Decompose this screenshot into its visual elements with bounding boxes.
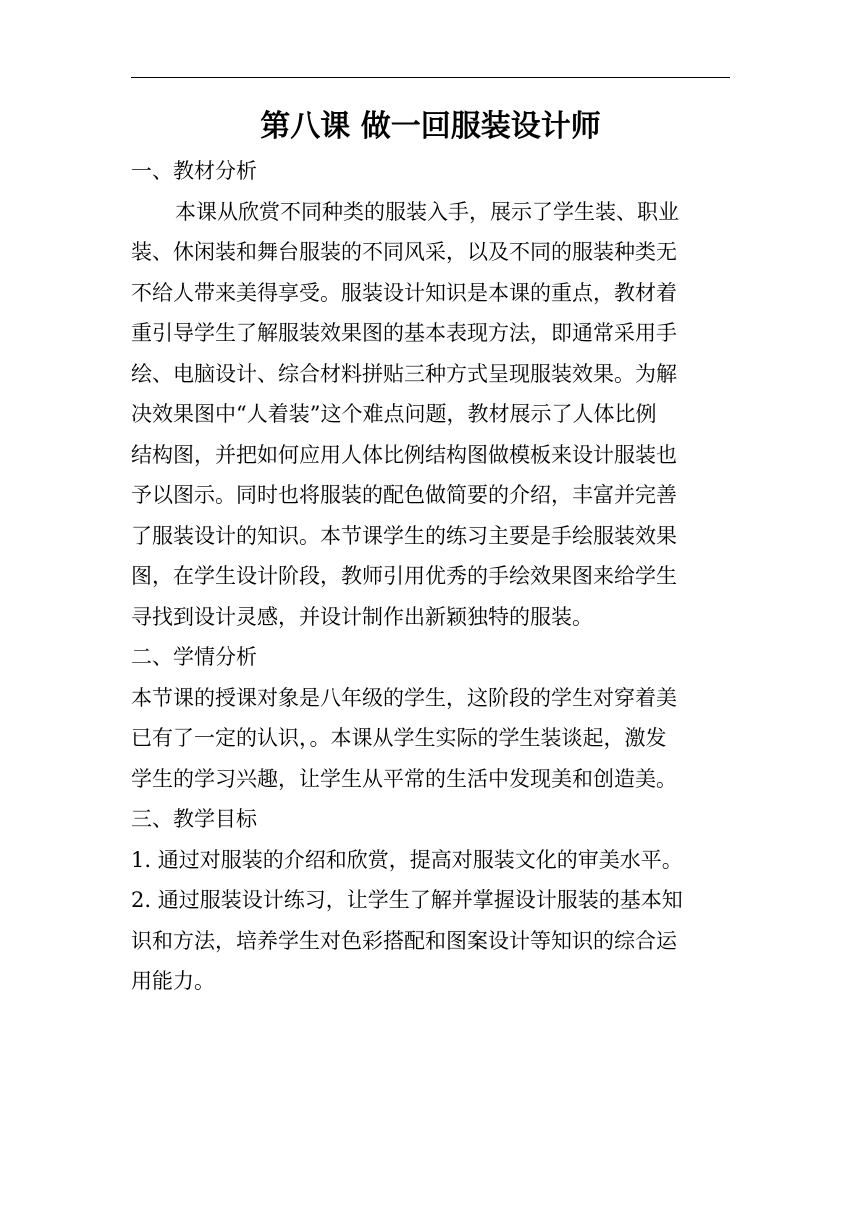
paragraph-line: 本课从欣赏不同种类的服装入手，展示了学生装、职业 xyxy=(175,199,679,224)
paragraph-line: 不给人带来美得享受。服装设计知识是本课的重点，教材着 xyxy=(131,280,677,305)
header-rule xyxy=(131,77,730,78)
paragraph-line: 学生的学习兴趣，让学生从平常的生活中发现美和创造美。 xyxy=(131,766,677,791)
paragraph-line: 绘、电脑设计、综合材料拼贴三种方式呈现服装效果。为解 xyxy=(131,361,677,386)
paragraph-line: 予以图示。同时也将服装的配色做简要的介绍，丰富并完善 xyxy=(131,483,677,507)
paragraph-line: 装、休闲装和舞台服装的不同风采，以及不同的服装种类无 xyxy=(131,240,677,264)
section-heading-student-analysis: 二、学情分析 xyxy=(131,645,257,669)
paragraph-line: 决效果图中“人着装”这个难点问题，教材展示了人体比例 xyxy=(131,402,657,426)
paragraph-line: 识和方法，培养学生对色彩搭配和图案设计等知识的综合运 xyxy=(131,928,677,953)
paragraph-line: 了服装设计的知识。本节课学生的练习主要是手绘服装效果 xyxy=(131,523,677,548)
paragraph-line: 寻找到设计灵感，并设计制作出新颖独特的服装。 xyxy=(131,604,593,629)
paragraph-line: 本节课的授课对象是八年级的学生，这阶段的学生对穿着美 xyxy=(131,685,677,710)
objective-item: 1. 通过对服装的介绍和欣赏，提高对服装文化的审美水平。 xyxy=(131,847,683,872)
objective-item: 2. 通过服装设计练习，让学生了解并掌握设计服装的基本知 xyxy=(131,888,683,912)
paragraph-line: 图，在学生设计阶段，教师引用优秀的手绘效果图来给学生 xyxy=(131,564,677,588)
paragraph-line: 已有了一定的认识，。本课从学生实际的学生装谈起，激发 xyxy=(131,726,667,750)
section-heading-teaching-objectives: 三、教学目标 xyxy=(131,807,257,831)
section-heading-textbook-analysis: 一、教材分析 xyxy=(131,159,257,183)
paragraph-line: 重引导学生了解服装效果图的基本表现方法，即通常采用手 xyxy=(131,321,677,345)
paragraph-line: 用能力。 xyxy=(131,969,215,993)
document-body xyxy=(131,151,730,1002)
page-title: 第八课 做一回服装设计师 xyxy=(260,109,601,144)
paragraph-line: 结构图，并把如何应用人体比例结构图做模板来设计服装也 xyxy=(131,442,677,467)
